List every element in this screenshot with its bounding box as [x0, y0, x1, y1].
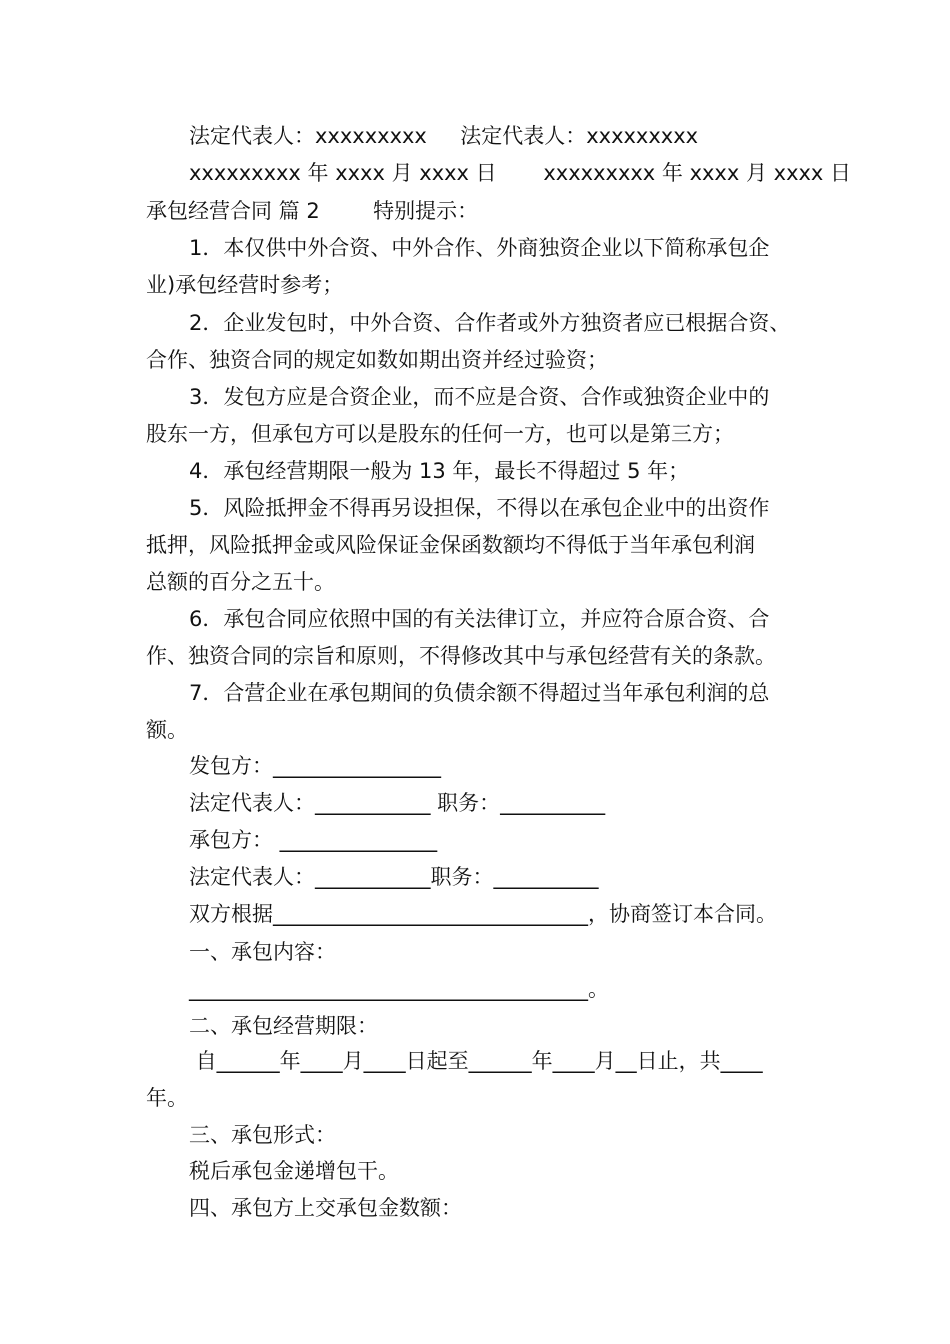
paragraph-line: 总额的百分之五十。 [146, 570, 335, 594]
paragraph-line: 1．本仅供中外合资、中外合作、外商独资企业以下简称承包企 [189, 236, 770, 260]
paragraph-line: 2．企业发包时，中外合资、合作者或外方独资者应已根据合资、 [189, 311, 791, 335]
form-field-line: 法定代表人：___________职务：__________ [189, 865, 599, 889]
paragraph-line: 4．承包经营期限一般为 13 年，最长不得超过 5 年； [189, 459, 690, 483]
section-heading: 承包经营合同 篇 2 特别提示： [146, 199, 479, 223]
paragraph-line: 股东一方，但承包方可以是股东的任何一方，也可以是第三方； [146, 422, 734, 446]
paragraph-line: 年。 [146, 1086, 188, 1110]
paragraph-line: 额。 [146, 718, 188, 742]
form-field-line: 发包方：________________ [189, 754, 441, 778]
paragraph-line: 业)承包经营时参考； [146, 273, 344, 297]
form-field-line: 法定代表人：___________ 职务：__________ [189, 791, 606, 815]
signature-date-line: xxxxxxxxx 年 xxxx 月 xxxx 日 xxxxxxxxx 年 xxxx 月 xxxx 日 [189, 161, 852, 185]
form-field-line: ______________________________________。 [189, 977, 609, 1001]
paragraph-line: 3．发包方应是合资企业，而不应是合资、合作或独资企业中的 [189, 385, 770, 409]
form-field-line: 双方根据______________________________，协商签订本合同。 [189, 902, 777, 926]
paragraph-line: 5．风险抵押金不得再另设担保，不得以在承包企业中的出资作 [189, 496, 770, 520]
clause-heading: 一、承包内容： [189, 940, 336, 964]
form-field-line: 自______年____月____日起至______年____月__日止，共____ [189, 1049, 763, 1073]
clause-heading: 三、承包形式： [189, 1123, 336, 1147]
paragraph-line: 7．合营企业在承包期间的负债余额不得超过当年承包利润的总 [189, 681, 770, 705]
paragraph-line: 合作、独资合同的规定如数如期出资并经过验资； [146, 348, 608, 372]
paragraph-line: 税后承包金递增包干。 [189, 1159, 399, 1183]
clause-heading: 二、承包经营期限： [189, 1014, 378, 1038]
paragraph-line: 抵押，风险抵押金或风险保证金保函数额均不得低于当年承包利润 [146, 533, 755, 557]
form-field-line: 承包方： _______________ [189, 828, 438, 852]
paragraph-line: 6．承包合同应依照中国的有关法律订立，并应符合原合资、合 [189, 607, 770, 631]
signature-line: 法定代表人：xxxxxxxxx 法定代表人：xxxxxxxxx [189, 124, 699, 148]
paragraph-line: 作、独资合同的宗旨和原则，不得修改其中与承包经营有关的条款。 [146, 644, 776, 668]
clause-heading: 四、承包方上交承包金数额： [189, 1196, 462, 1220]
